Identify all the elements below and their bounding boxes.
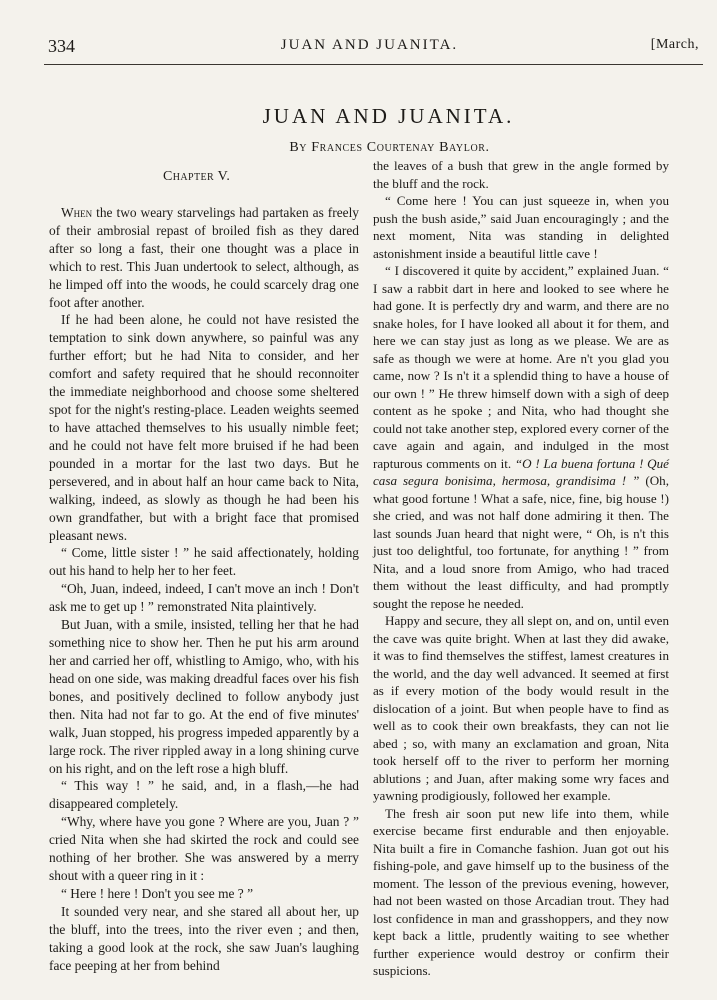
paragraph: If he had been alone, he could not have resisted the temptation to sink down anywhere, so painful was any further effort; but he had Nita to consider, and her comfort and safety required that he should reconnoiter the immediate neighborhood and choose some sheltered spot for the night's resting-place. Leaden weights seemed to have attached themselves to his usually nimble feet; and he could not have felt more bruised if he had been pounded in a mortar for the last two days. But he persevered, and in about half an hour came back to Nita, walking, indeed, as slowly as though he had been his own grandfather, but with a bright face that promised pleasant news. <box>49 312 359 543</box>
paragraph: “Oh, Juan, indeed, indeed, I can't move an inch ! Don't ask me to get up ! ” remonstrated Nita plaintively. <box>49 581 359 615</box>
page-number: 334 <box>48 36 75 56</box>
paragraph: It sounded very near, and she stared all about her, up the bluff, into the trees, into the river even ; and then, taking a good look at the rock, she saw Juan's laughing face peeping at her from behind <box>49 903 359 973</box>
running-header <box>40 36 699 60</box>
running-title: JUAN AND JUANITA. <box>280 37 459 53</box>
paragraph: “Why, where have you gone ? Where are you, Juan ? ” cried Nita when she had skirted the rock and could see nothing of her brother. She was answered by a merry shout with a queer ring in it : <box>49 814 359 884</box>
paragraph: But Juan, with a smile, insisted, telling her that he had something nice to show her. Then he put his arm around her and carried her off, whistling to Amigo, who, with his head on one side, was making dreadful faces over his fish bones, and positively declined to follow anybody just then. Nita had not far to go. At the end of five minutes' walk, Juan stopped, his progress impeded apparently by a large rock. The river rippled away in a long shining curve on his right, and on the left rose a high bluff. <box>49 617 359 776</box>
article-title: JUAN AND JUANITA. <box>262 104 515 128</box>
paragraph <box>373 262 669 612</box>
paragraph: “ Come here ! You can just squeeze in, when you push the bush aside,” said Juan encouragingly ; and the next moment, Nita was standing in delighted astonishment inside a beautiful little cave ! <box>373 193 669 261</box>
paragraph-text: (Oh, what good fortune ! What a safe, nice, fine, big house !) she cried, and was not half done admiring it then. The last sounds Juan heard that night were, “ Oh, is n't this just too delightful, too fortunate, for anything ! ” from Nita, and a loud snore from Amigo, who had traced them without the least difficulty, and had promptly sought the repose he needed. <box>373 473 669 611</box>
header-rule <box>44 64 703 65</box>
chapter-heading: Chapter V. <box>163 169 231 184</box>
paragraph: “ Here ! here ! Don't you see me ? ” <box>61 885 254 901</box>
right-column <box>373 157 669 980</box>
paragraph <box>49 204 359 312</box>
lead-word: When <box>61 204 93 220</box>
paragraph-text: “ I discovered it quite by accident,” explained Juan. “ I saw a rabbit dart in here and looked to see where he had gone. It is perfectly dry and warm, and there are no snake holes, for I have looked all about it for them, and here we can stay just as long as we please. We are as safe as though we were at home. Are n't you glad you came, now ? Is n't it a splendid thing to have a house of our own ! ” He threw himself down with a sigh of deep content as he spoke ; and Nita, who had thought she could not take another step, explored every corner of the cave again and again, and indulged in the most rapturous comments on it. <box>373 263 669 471</box>
spanish-exclamation: “O ! La buena fortuna ! Qué casa segura bonisima, hermosa, grandisima ! ” <box>373 455 669 488</box>
paragraph: “ Come, little sister ! ” he said affectionately, holding out his hand to help her to her feet. <box>49 545 359 579</box>
issue-month: [March, <box>650 37 699 52</box>
paragraph: The fresh air soon put new life into them, while exercise became first endurable and then enjoyable. Nita built a fire in Comanche fashion. Juan got out his fishing-pole, and gave himself up to the business of the moment. The lesson of the previous evening, however, had not been wasted on those Arcadian trout. They had lost confidence in man and grasshoppers, and they now kept back a little, prudently waiting to see whether further experience would destroy or confirm their suspicions. <box>373 805 669 978</box>
article-byline: By Frances Courtenay Baylor. <box>289 140 490 155</box>
left-column <box>49 168 359 975</box>
paragraph-text: the two weary starvelings had partaken as freely of their ambrosial repast of broiled fish as they dared after so long a fast, their one thought was a place in which to rest. This Juan undertook to select, although, as he limped off into the woods, he could scarcely drag one foot after another. <box>49 204 359 310</box>
paragraph: Happy and secure, they all slept on, and on, until even the cave was quite bright. When at last they did awake, it was to find themselves the stiffest, lamest creatures in the world, and the day well advanced. It seemed at first as if every motion of the body would result in the dislocation of a joint. But when people have to find as well as to cook their own breakfasts, they can not lie abed ; so, with many an exclamation and groan, Nita took herself off to the river to perform her morning ablutions ; and Juan, after making some wry faces and yawning prodigiously, followed her example. <box>373 613 669 803</box>
paragraph: “ This way ! ” he said, and, in a flash,—he had disappeared completely. <box>49 778 359 812</box>
paragraph: the leaves of a bush that grew in the angle formed by the bluff and the rock. <box>373 158 669 191</box>
